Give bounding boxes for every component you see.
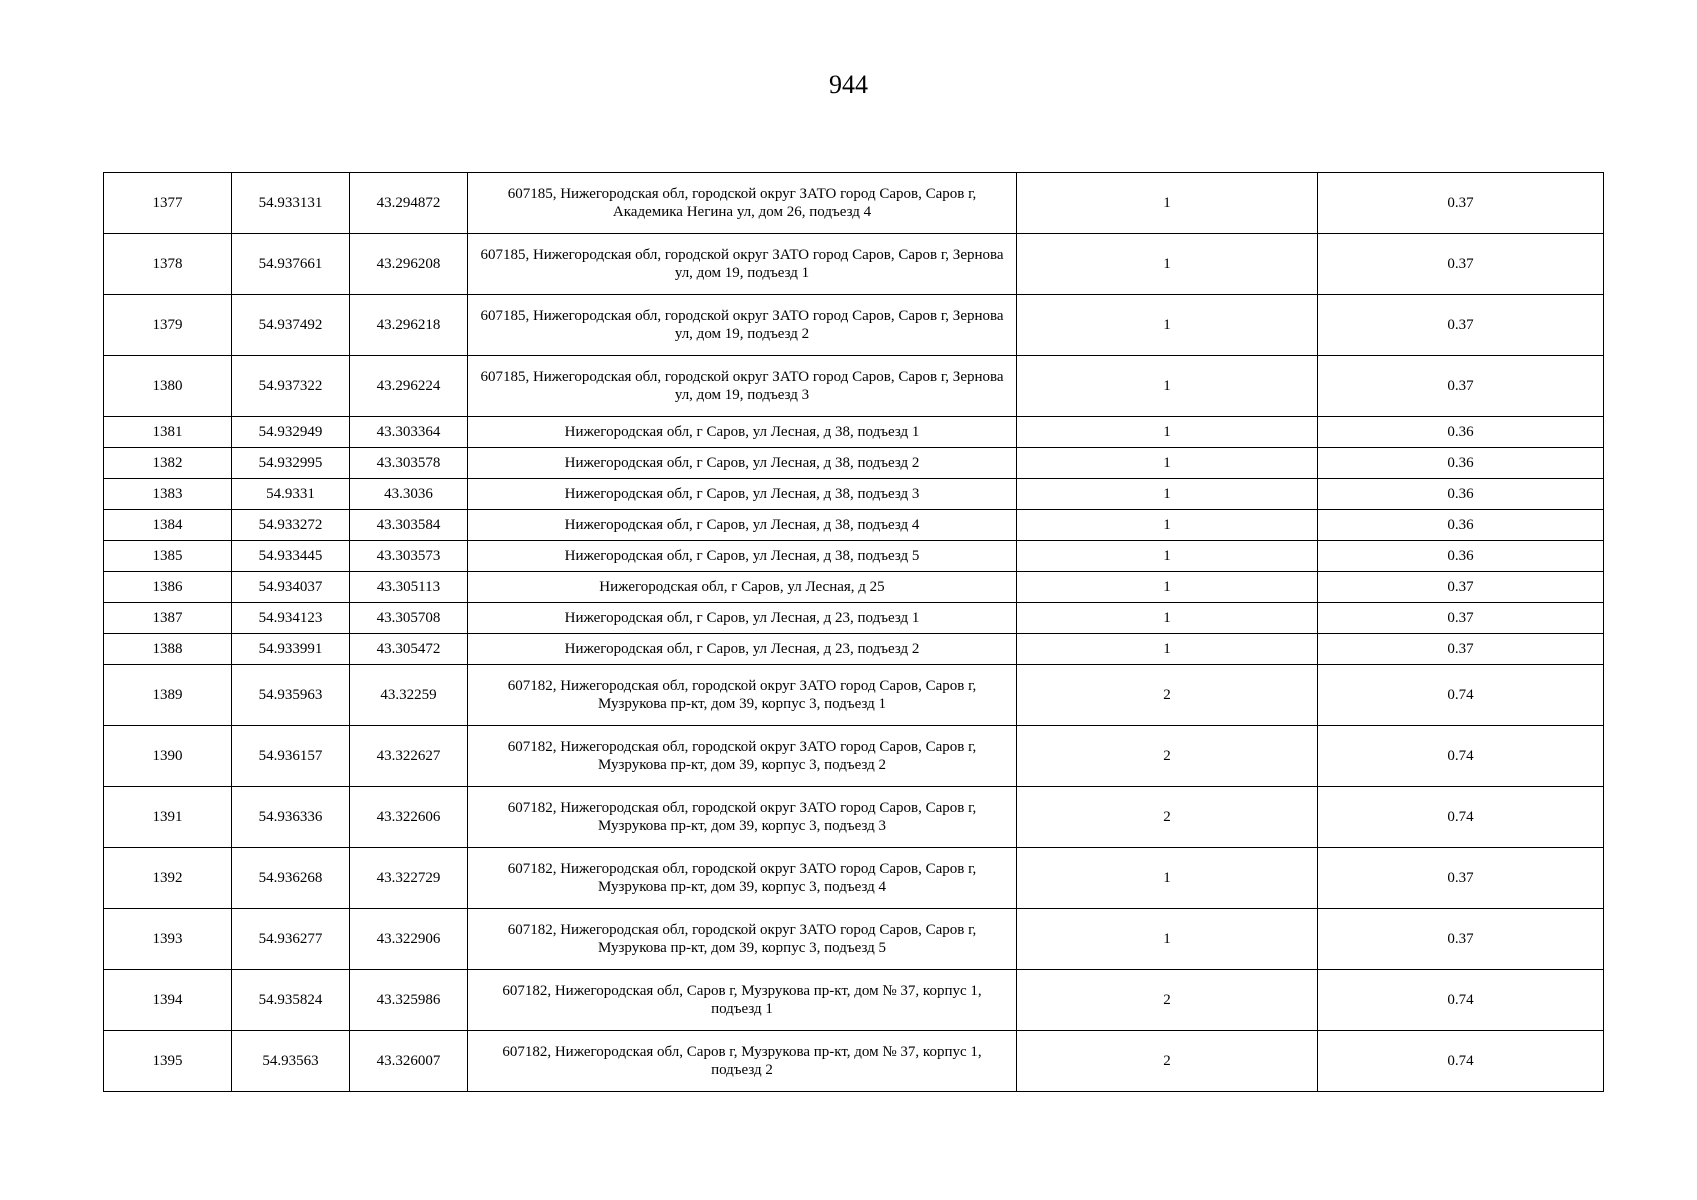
cell-container-count: 1 [1017, 448, 1318, 479]
table-row [104, 541, 1604, 572]
page-number: 944 [829, 70, 868, 99]
table-row [104, 726, 1604, 787]
cell-address: Нижегородская обл, г Саров, ул Лесная, д 38, подъезд 5 [468, 541, 1017, 572]
cell-longitude: 43.296224 [350, 356, 468, 417]
cell-container-count: 2 [1017, 787, 1318, 848]
cell-longitude: 43.305708 [350, 603, 468, 634]
cell-longitude: 43.322729 [350, 848, 468, 909]
cell-container-count: 1 [1017, 603, 1318, 634]
cell-latitude: 54.937322 [232, 356, 350, 417]
cell-container-count: 2 [1017, 726, 1318, 787]
table-row [104, 634, 1604, 665]
cell-longitude: 43.305113 [350, 572, 468, 603]
cell-address: Нижегородская обл, г Саров, ул Лесная, д 25 [468, 572, 1017, 603]
cell-id: 1387 [104, 603, 232, 634]
cell-longitude: 43.326007 [350, 1031, 468, 1092]
cell-container-count: 1 [1017, 541, 1318, 572]
cell-longitude: 43.32259 [350, 665, 468, 726]
cell-latitude: 54.933131 [232, 173, 350, 234]
cell-container-count: 1 [1017, 634, 1318, 665]
cell-id: 1393 [104, 909, 232, 970]
cell-volume: 0.74 [1318, 970, 1604, 1031]
cell-volume: 0.37 [1318, 356, 1604, 417]
table-row [104, 970, 1604, 1031]
cell-container-count: 1 [1017, 295, 1318, 356]
cell-id: 1378 [104, 234, 232, 295]
cell-container-count: 2 [1017, 1031, 1318, 1092]
cell-volume: 0.37 [1318, 909, 1604, 970]
cell-latitude: 54.934037 [232, 572, 350, 603]
cell-longitude: 43.296218 [350, 295, 468, 356]
cell-id: 1394 [104, 970, 232, 1031]
cell-latitude: 54.933445 [232, 541, 350, 572]
cell-volume: 0.37 [1318, 234, 1604, 295]
table-row [104, 173, 1604, 234]
cell-container-count: 1 [1017, 417, 1318, 448]
cell-address: Нижегородская обл, г Саров, ул Лесная, д 38, подъезд 2 [468, 448, 1017, 479]
cell-address: 607185, Нижегородская обл, городской округ ЗАТО город Саров, Саров г, Зернова ул, дом 19, подъезд 2 [468, 295, 1017, 356]
cell-longitude: 43.322627 [350, 726, 468, 787]
cell-latitude: 54.935824 [232, 970, 350, 1031]
cell-address: Нижегородская обл, г Саров, ул Лесная, д 38, подъезд 3 [468, 479, 1017, 510]
cell-container-count: 2 [1017, 665, 1318, 726]
cell-longitude: 43.305472 [350, 634, 468, 665]
table-row [104, 603, 1604, 634]
cell-address: 607185, Нижегородская обл, городской округ ЗАТО город Саров, Саров г, Зернова ул, дом 19, подъезд 1 [468, 234, 1017, 295]
cell-volume: 0.37 [1318, 173, 1604, 234]
table-row [104, 234, 1604, 295]
cell-id: 1391 [104, 787, 232, 848]
cell-volume: 0.74 [1318, 1031, 1604, 1092]
cell-id: 1385 [104, 541, 232, 572]
cell-container-count: 1 [1017, 510, 1318, 541]
table-row [104, 295, 1604, 356]
table-row [104, 356, 1604, 417]
cell-id: 1384 [104, 510, 232, 541]
cell-id: 1380 [104, 356, 232, 417]
cell-address: 607182, Нижегородская обл, Саров г, Музрукова пр-кт, дом № 37, корпус 1, подъезд 1 [468, 970, 1017, 1031]
cell-latitude: 54.932995 [232, 448, 350, 479]
cell-id: 1392 [104, 848, 232, 909]
cell-longitude: 43.303573 [350, 541, 468, 572]
cell-id: 1379 [104, 295, 232, 356]
cell-longitude: 43.296208 [350, 234, 468, 295]
cell-volume: 0.37 [1318, 603, 1604, 634]
cell-longitude: 43.322606 [350, 787, 468, 848]
cell-volume: 0.37 [1318, 295, 1604, 356]
cell-latitude: 54.936277 [232, 909, 350, 970]
cell-longitude: 43.303578 [350, 448, 468, 479]
cell-address: 607182, Нижегородская обл, городской округ ЗАТО город Саров, Саров г, Музрукова пр-кт, дом 39, корпус 3, подъезд 4 [468, 848, 1017, 909]
cell-longitude: 43.294872 [350, 173, 468, 234]
cell-container-count: 1 [1017, 909, 1318, 970]
cell-volume: 0.37 [1318, 848, 1604, 909]
cell-container-count: 1 [1017, 356, 1318, 417]
table-row [104, 417, 1604, 448]
table-row [104, 479, 1604, 510]
table-row [104, 848, 1604, 909]
cell-volume: 0.36 [1318, 510, 1604, 541]
cell-longitude: 43.325986 [350, 970, 468, 1031]
cell-longitude: 43.322906 [350, 909, 468, 970]
cell-latitude: 54.936157 [232, 726, 350, 787]
cell-volume: 0.37 [1318, 634, 1604, 665]
cell-latitude: 54.933272 [232, 510, 350, 541]
cell-address: 607182, Нижегородская обл, городской округ ЗАТО город Саров, Саров г, Музрукова пр-кт, дом 39, корпус 3, подъезд 5 [468, 909, 1017, 970]
cell-container-count: 1 [1017, 173, 1318, 234]
cell-latitude: 54.937661 [232, 234, 350, 295]
cell-address: Нижегородская обл, г Саров, ул Лесная, д 23, подъезд 1 [468, 603, 1017, 634]
cell-id: 1389 [104, 665, 232, 726]
cell-volume: 0.36 [1318, 479, 1604, 510]
table-row [104, 787, 1604, 848]
table-row [104, 1031, 1604, 1092]
cell-volume: 0.74 [1318, 726, 1604, 787]
cell-id: 1383 [104, 479, 232, 510]
cell-volume: 0.74 [1318, 787, 1604, 848]
cell-address: 607182, Нижегородская обл, городской округ ЗАТО город Саров, Саров г, Музрукова пр-кт, дом 39, корпус 3, подъезд 2 [468, 726, 1017, 787]
table-row [104, 909, 1604, 970]
cell-id: 1386 [104, 572, 232, 603]
cell-volume: 0.36 [1318, 448, 1604, 479]
cell-longitude: 43.303364 [350, 417, 468, 448]
cell-address: Нижегородская обл, г Саров, ул Лесная, д 23, подъезд 2 [468, 634, 1017, 665]
cell-container-count: 1 [1017, 234, 1318, 295]
cell-container-count: 1 [1017, 848, 1318, 909]
cell-id: 1395 [104, 1031, 232, 1092]
container-sites-table [103, 172, 1604, 1092]
cell-latitude: 54.934123 [232, 603, 350, 634]
cell-address: Нижегородская обл, г Саров, ул Лесная, д 38, подъезд 1 [468, 417, 1017, 448]
cell-longitude: 43.303584 [350, 510, 468, 541]
cell-address: 607182, Нижегородская обл, Саров г, Музрукова пр-кт, дом № 37, корпус 1, подъезд 2 [468, 1031, 1017, 1092]
cell-id: 1381 [104, 417, 232, 448]
cell-volume: 0.36 [1318, 541, 1604, 572]
cell-latitude: 54.935963 [232, 665, 350, 726]
cell-container-count: 1 [1017, 572, 1318, 603]
cell-volume: 0.74 [1318, 665, 1604, 726]
cell-latitude: 54.933991 [232, 634, 350, 665]
table-row [104, 665, 1604, 726]
cell-latitude: 54.937492 [232, 295, 350, 356]
cell-id: 1377 [104, 173, 232, 234]
cell-address: 607182, Нижегородская обл, городской округ ЗАТО город Саров, Саров г, Музрукова пр-кт, дом 39, корпус 3, подъезд 3 [468, 787, 1017, 848]
cell-id: 1390 [104, 726, 232, 787]
table-row [104, 572, 1604, 603]
cell-latitude: 54.936268 [232, 848, 350, 909]
cell-address: 607185, Нижегородская обл, городской округ ЗАТО город Саров, Саров г, Академика Негина ул, дом 26, подъезд 4 [468, 173, 1017, 234]
cell-latitude: 54.9331 [232, 479, 350, 510]
cell-address: 607182, Нижегородская обл, городской округ ЗАТО город Саров, Саров г, Музрукова пр-кт, дом 39, корпус 3, подъезд 1 [468, 665, 1017, 726]
cell-id: 1388 [104, 634, 232, 665]
table-row [104, 510, 1604, 541]
cell-container-count: 1 [1017, 479, 1318, 510]
table-row [104, 448, 1604, 479]
cell-longitude: 43.3036 [350, 479, 468, 510]
cell-volume: 0.36 [1318, 417, 1604, 448]
cell-latitude: 54.932949 [232, 417, 350, 448]
cell-address: Нижегородская обл, г Саров, ул Лесная, д 38, подъезд 4 [468, 510, 1017, 541]
cell-volume: 0.37 [1318, 572, 1604, 603]
cell-latitude: 54.936336 [232, 787, 350, 848]
cell-address: 607185, Нижегородская обл, городской округ ЗАТО город Саров, Саров г, Зернова ул, дом 19, подъезд 3 [468, 356, 1017, 417]
cell-latitude: 54.93563 [232, 1031, 350, 1092]
cell-id: 1382 [104, 448, 232, 479]
cell-container-count: 2 [1017, 970, 1318, 1031]
